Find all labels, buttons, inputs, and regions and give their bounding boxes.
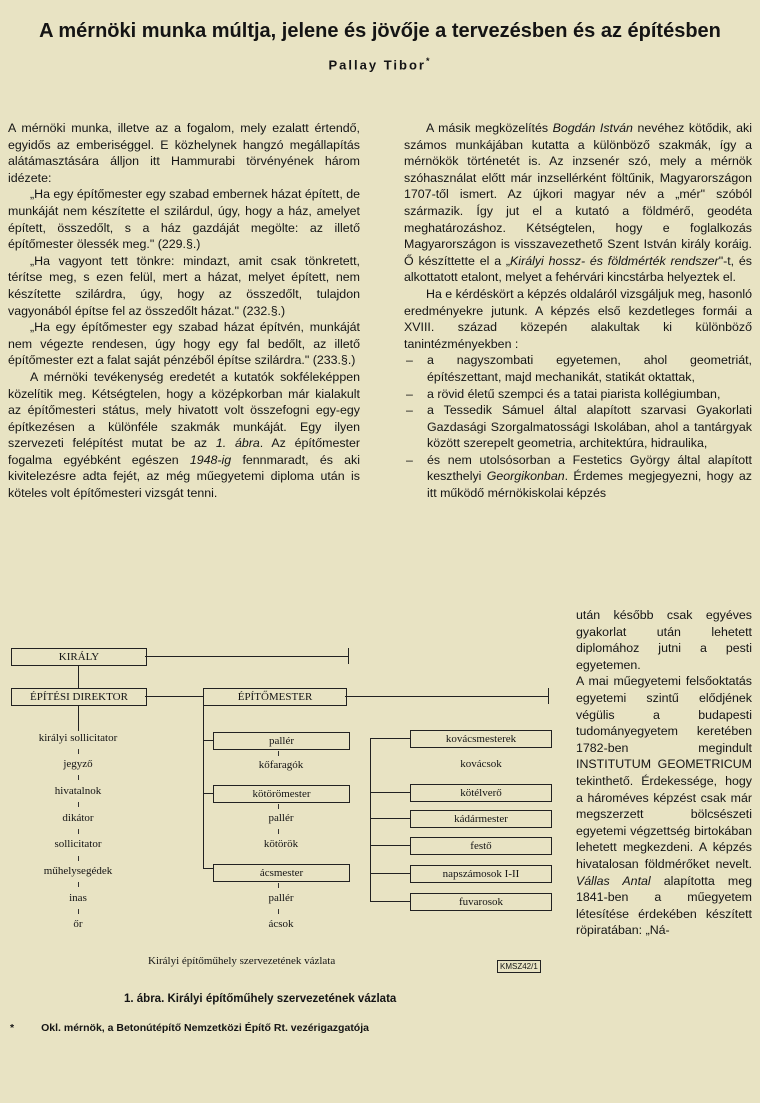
footnote: * Okl. mérnök, a Betonútépítő Nemzetközi Építő Rt. vezérigazgatója xyxy=(10,1022,369,1034)
label-kovacsok: kovácsok xyxy=(460,758,502,770)
list-item: – a rövid életű szempci és a tatai piarista kollégiumban, xyxy=(404,386,752,403)
paragraph: után később csak egyéves gyakorlat után lehetett diplomához jutni a pesti egyetemen. xyxy=(576,608,752,672)
author: Pallay Tibor* xyxy=(328,56,432,73)
paragraph: A mérnöki tevékenység eredetét a kutatók sokféleképpen közelítik meg. Kétségtelen, hogy a középkorban már kialakult az építőmesteri státus, mely hivatott volt összefogni egy-egy építkezésen a különféle szakmák munkáját. Egy ilyen szervezeti felépítést mutat be az 1. ábra. Az építőmester fogalma egyébként egészen 1948-ig fennmaradt, és aki kivitelezésre adta fejét, az még műegyetemi diploma után is köteles volt építőmesteri vizsgát tenni. xyxy=(8,369,360,501)
box-kadarmester: kádármester xyxy=(410,810,552,828)
chain-item: őr xyxy=(73,918,83,930)
list-item: – és nem utolsósorban a Festetics György által alapított keszthelyi Georgikonban. Érdemes megjegyezni, hogy az itt működő mérnökiskolai képzés xyxy=(404,452,752,502)
list-item: – a Tessedik Sámuel által alapított szarvasi Gyakorlati Gazdasági Szorgalmatossági Iskolában, ahol a tantárgyak között szerepelt geometria, architektúra, hidraulika, xyxy=(404,402,752,452)
label-kotorok: kötörök xyxy=(263,838,299,850)
paragraph: A mérnöki munka, illetve az a fogalom, mely ezalatt értendő, egyidős az emberiséggel. E közhelynek hangzó megállapítás alátámasztására álljon itt Hammurabi törvényének három idézete: xyxy=(8,121,360,185)
label-paller: pallér xyxy=(268,812,294,824)
box-kovacsmesterek: kovácsmesterek xyxy=(410,730,552,748)
left-column xyxy=(8,120,360,502)
box-napszamosok: napszámosok I-II xyxy=(410,865,552,883)
box-paller: pallér xyxy=(213,732,350,750)
chain-item: dikátor xyxy=(62,812,94,824)
quote: „Ha vagyont tett tönkre: mindazt, amit csak tönkretett, térítse meg, s ezen felül, mert a házat, melyet épített, nem készítette szilárdra, úgy, hogy az összedőlt, tulajdon vagyonából építse fel az összedőlt házat." (232.§.) xyxy=(8,253,360,318)
article-title: A mérnöki munka múltja, jelene és jövője a tervezésben és az építésben xyxy=(39,20,721,42)
paragraph: Ha e kérdéskört a képzés oldaláról vizsgáljuk meg, hasonló eredményekre jutunk. A képzés első kezdetleges formái a XVIII. század közepén alakultak ki különböző tanintézményekben : xyxy=(404,286,752,351)
box-epitomester: ÉPÍTŐMESTER xyxy=(203,688,347,706)
label-paller: pallér xyxy=(268,892,294,904)
figure-inner-caption: Királyi építőműhely szervezetének vázlata xyxy=(148,955,336,967)
box-fuvarosok: fuvarosok xyxy=(410,893,552,911)
right-column xyxy=(404,120,752,502)
chain-item: hivatalnok xyxy=(54,785,102,797)
paragraph: A mai műegyetemi felsőoktatás egyetemi szintű elődjének végülis a budapesti tudományegyetem keretében 1782-ben megindult INSTITUTUM GEOMETRICUM tekinthető. Érdekessége, hogy a hároméves képzést csak már megszerzett bölcsészeti egyetemi végzettség birtokában lehetett megkezdeni. A képzés hivatalosan földmérőket nevelt. Vállas Antal alapította meg 1841-ben a műegyetem létesítése érdekében készített röpiratában: „Ná- xyxy=(576,674,752,938)
chain-item: műhelysegédek xyxy=(43,865,113,877)
quote: „Ha egy építőmester egy szabad házat építvén, munkáját nem végezte rendesen, úgy hogy egy fal bedőlt, az illető építőmester ezt a falat saját pénzéből építse szilárdra." (233.§.) xyxy=(8,320,360,368)
narrow-column xyxy=(576,607,752,939)
quote: „Ha egy építőmester egy szabad embernek házat épített, de munkáját nem készítette el szilárdul, úgy, hogy a ház, amelyet épített, összedőlt, s a ház gazdáját megölte: az illető építőmester ölessék meg." (229.§.) xyxy=(8,187,360,252)
label-acsok: ácsok xyxy=(268,918,294,930)
box-kotelvero: kötélverő xyxy=(410,784,552,802)
box-acsmester: ácsmester xyxy=(213,864,350,882)
box-festo: festő xyxy=(410,837,552,855)
chain-item: királyi sollicitator xyxy=(38,732,118,744)
chain-item: sollicitator xyxy=(54,838,102,850)
institution-list xyxy=(404,352,752,501)
chain-item: jegyző xyxy=(63,758,93,770)
box-kiraly: KIRÁLY xyxy=(11,648,147,666)
box-direktor: ÉPÍTÉSI DIREKTOR xyxy=(11,688,147,706)
chain-item: inas xyxy=(69,892,87,904)
list-item: – a nagyszombati egyetemen, ahol geometriát, építészettant, majd mechanikát, statikát oktattak, xyxy=(404,352,752,385)
label-kofaragok: kőfaragók xyxy=(258,759,304,771)
box-kotoromester: kötörömester xyxy=(213,785,350,803)
paragraph: A másik megközelítés Bogdán István nevéhez kötődik, aki számos munkájában kutatta a különböző szakmák, így a mérnökök történetét is. Az inzsenér szó, mely a mérnök szóhasználat előtt már inzsellérként föltűnik, Magyarországon 1707-től ismert. Az újkori magyar név a „mér" szóból származik. Így jut el a kutató a földmérő, geodéta meghatározáshoz. Kétségtelen, hogy e foglalkozás Magyarországon is visszavezethető Szent István király koráig. Ő készíttette el a „Királyi hossz- és földmérték rendszer"-t, és alkottatott etalont, melyet a fehérvári kincstárba helyeztek el. xyxy=(404,121,753,285)
figure-code: KMSZ42/1 xyxy=(497,960,541,973)
figure-caption: 1. ábra. Királyi építőműhely szervezetének vázlata xyxy=(124,993,397,1005)
